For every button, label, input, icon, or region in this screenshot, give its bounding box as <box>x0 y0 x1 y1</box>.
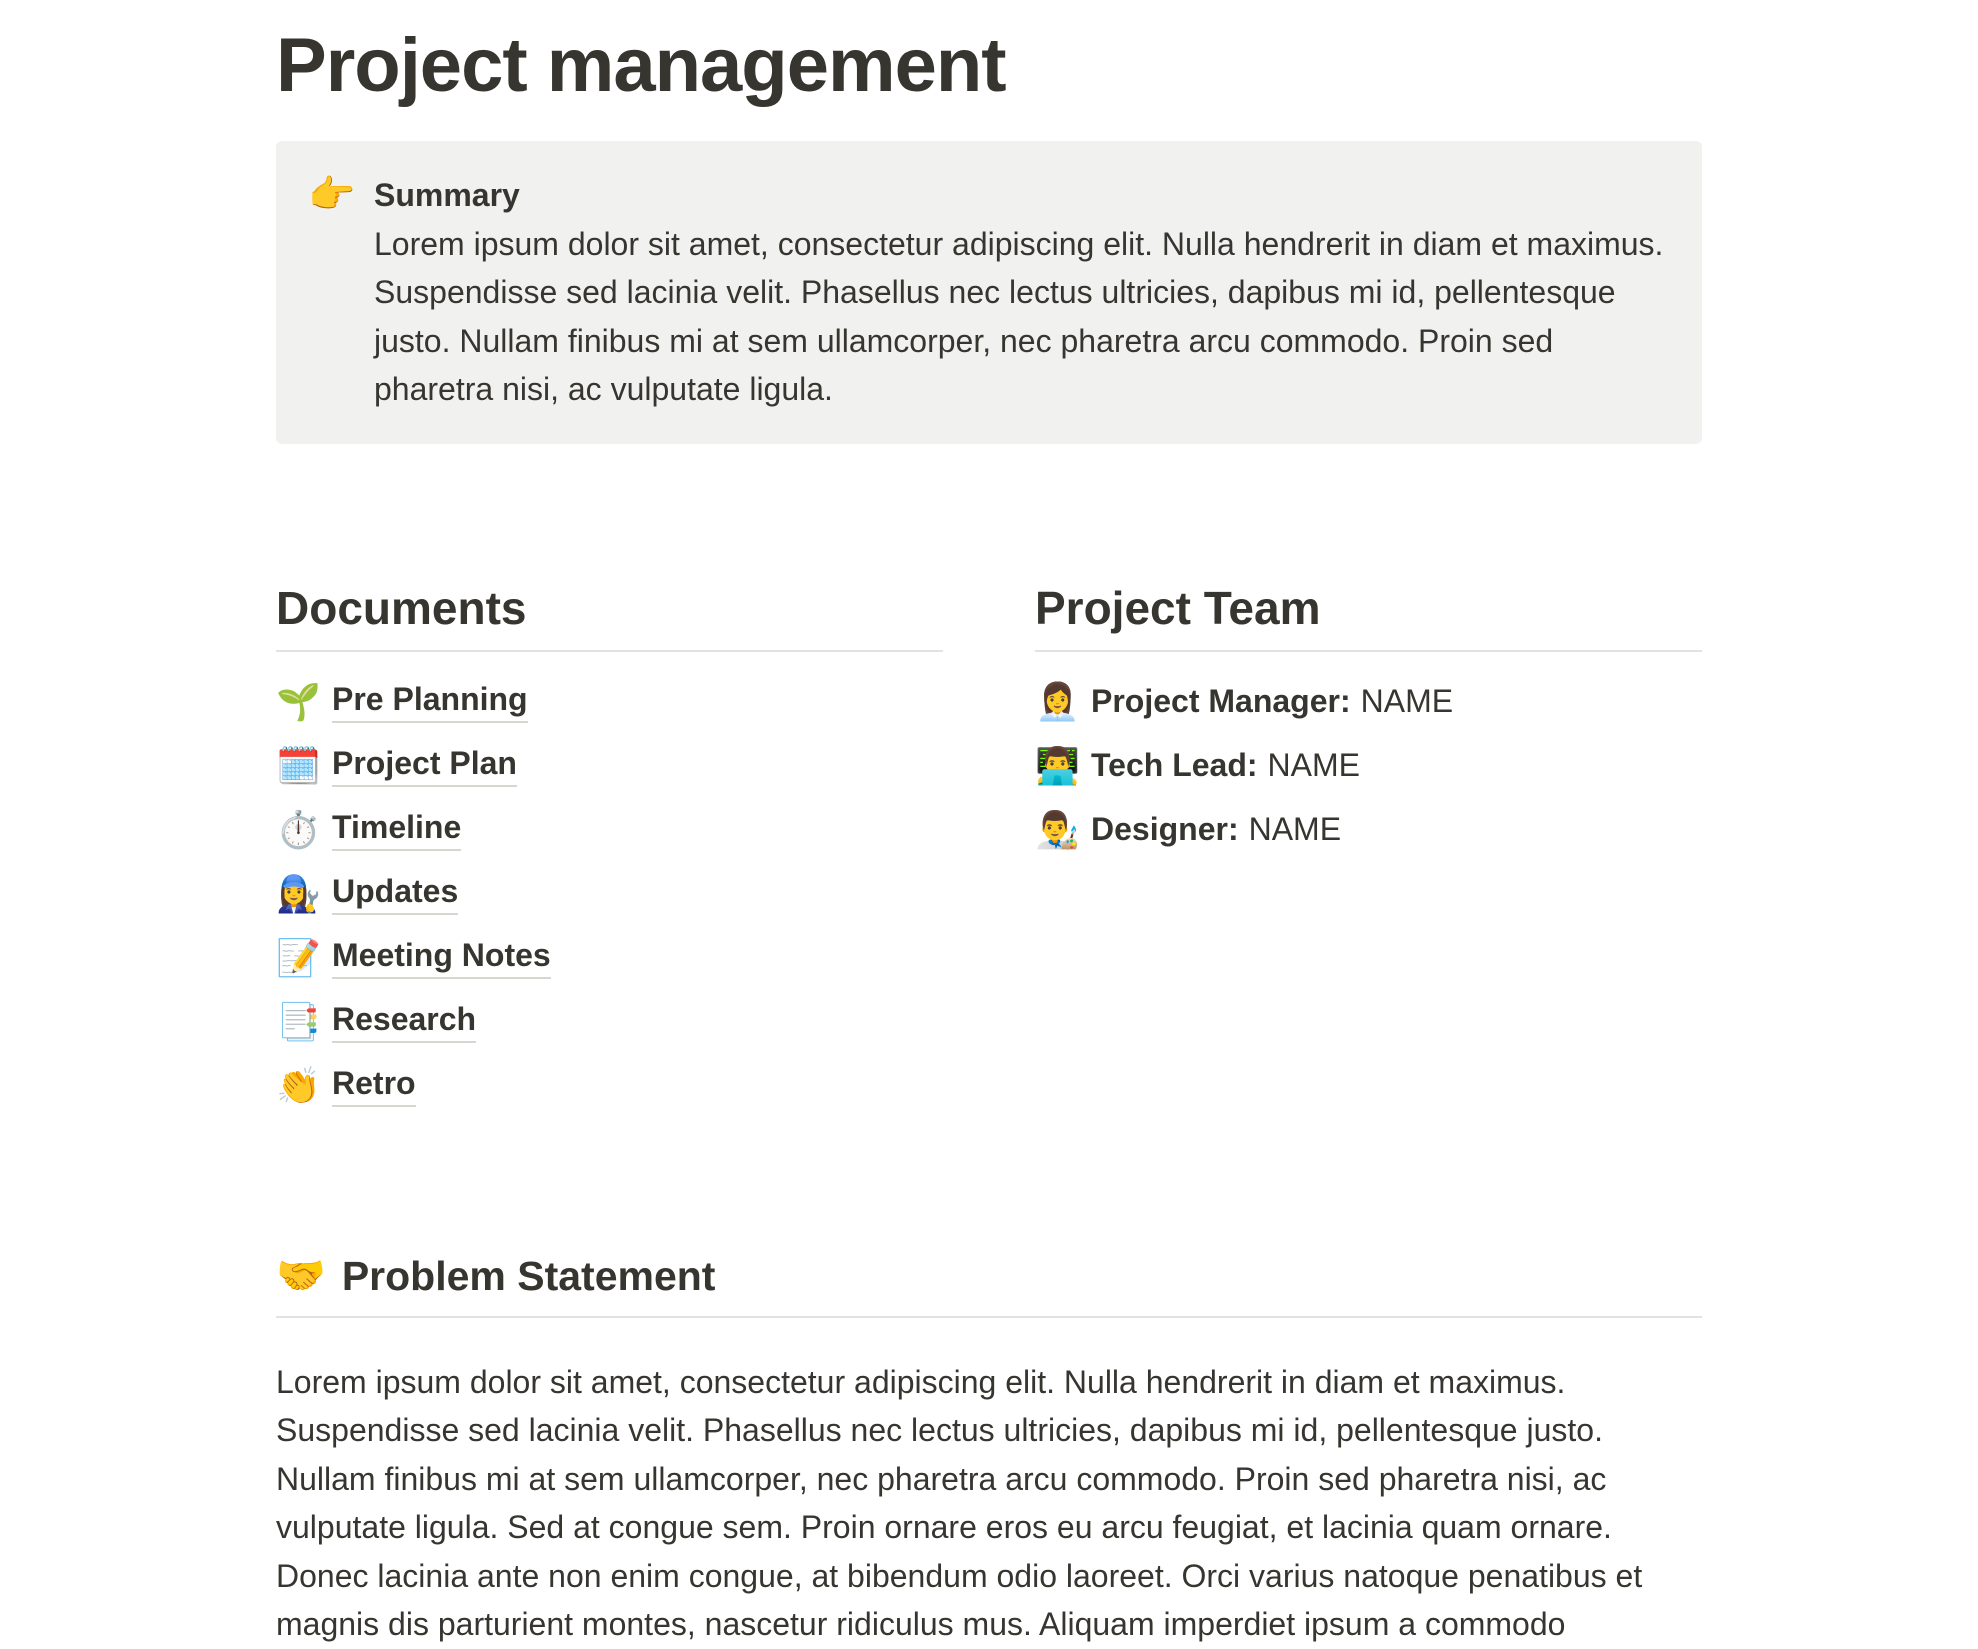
member-name: NAME <box>1360 683 1454 719</box>
page-title: Project management <box>276 23 1006 108</box>
doc-link-row <box>276 798 943 862</box>
summary-callout-body <box>374 171 1666 414</box>
team-member-row <box>1035 798 1702 862</box>
doc-link-research[interactable]: Research <box>332 1001 476 1043</box>
seedling-icon: 🌱 <box>276 680 321 722</box>
project-team-column <box>1035 578 1702 1118</box>
member-name: NAME <box>1248 811 1342 847</box>
project-team-heading: Project Team <box>1035 581 1321 634</box>
problem-statement-text: Lorem ipsum dolor sit amet, consectetur adipiscing elit. Nulla hendrerit in diam et maximus. Suspendisse sed lacinia velit. Phasellus nec lectus ultricies, dapibus mi id, pellentesque justo. Nullam finibus mi at sem ullamcorper, nec pharetra arcu commodo. Proin sed pharetra nisi, ac vulputate ligula. Sed at congue sem. Proin ornare eros eu arcu feugiat, et lacinia quam ornare. Donec lacinia ante non enim congue, at bibendum odio laoreet. Orci varius natoque penatibus et magnis dis parturient montes, nascetur ridiculus mus. Aliquam imperdiet ipsum a commodo <box>276 1363 1643 1642</box>
doc-link-project-plan[interactable]: Project Plan <box>332 745 517 787</box>
stopwatch-icon: ⏱️ <box>276 808 321 850</box>
bookmark-tabs-icon: 📑 <box>276 1000 321 1042</box>
team-list <box>1035 652 1702 862</box>
spiral-calendar-icon: 🗓️ <box>276 744 321 786</box>
doc-link-timeline[interactable]: Timeline <box>332 809 461 851</box>
doc-link-retro[interactable]: Retro <box>332 1065 416 1107</box>
documents-column <box>276 578 943 1118</box>
problem-statement-section <box>276 1250 1702 1649</box>
two-column-section <box>276 578 1702 1118</box>
man-technologist-icon: 👨‍💻 <box>1035 744 1080 786</box>
doc-link-row <box>276 734 943 798</box>
documents-list <box>276 652 943 1118</box>
doc-link-row <box>276 1054 943 1118</box>
doc-link-updates[interactable]: Updates <box>332 873 458 915</box>
handshake-icon: 🤝 <box>276 1253 326 1298</box>
problem-statement-heading <box>276 1250 1702 1302</box>
doc-link-pre-planning[interactable]: Pre Planning <box>332 681 528 723</box>
doc-link-row <box>276 670 943 734</box>
team-member-row <box>1035 734 1702 798</box>
member-role: Tech Lead: <box>1091 747 1258 783</box>
summary-callout <box>276 141 1702 444</box>
doc-link-row <box>276 862 943 926</box>
summary-callout-text: Lorem ipsum dolor sit amet, consectetur adipiscing elit. Nulla hendrerit in diam et maximus. Suspendisse sed lacinia velit. Phasellus nec lectus ultricies, dapibus mi id, pellentesque justo. Nullam finibus mi at sem ullamcorper, nec pharetra arcu commodo. Proin sed pharetra nisi, ac vulputate ligula. <box>374 225 1664 407</box>
memo-icon: 📝 <box>276 936 321 978</box>
man-artist-icon: 👨‍🎨 <box>1035 808 1080 850</box>
doc-link-row <box>276 990 943 1054</box>
pointing-right-icon: 👉 <box>308 174 356 216</box>
doc-link-row <box>276 926 943 990</box>
member-name: NAME <box>1267 747 1360 783</box>
problem-statement-heading-text: Problem Statement <box>341 1252 716 1299</box>
member-role: Designer: <box>1091 811 1239 847</box>
problem-statement-divider <box>276 1316 1702 1318</box>
team-member-row <box>1035 670 1702 734</box>
woman-office-worker-icon: 👩‍💼 <box>1035 680 1080 722</box>
summary-callout-title: Summary <box>374 177 520 213</box>
clapping-hands-icon: 👏 <box>276 1064 321 1106</box>
woman-mechanic-icon: 👩‍🔧 <box>276 872 321 914</box>
documents-heading: Documents <box>276 581 527 634</box>
doc-link-meeting-notes[interactable]: Meeting Notes <box>332 937 551 979</box>
member-role: Project Manager: <box>1091 683 1351 719</box>
